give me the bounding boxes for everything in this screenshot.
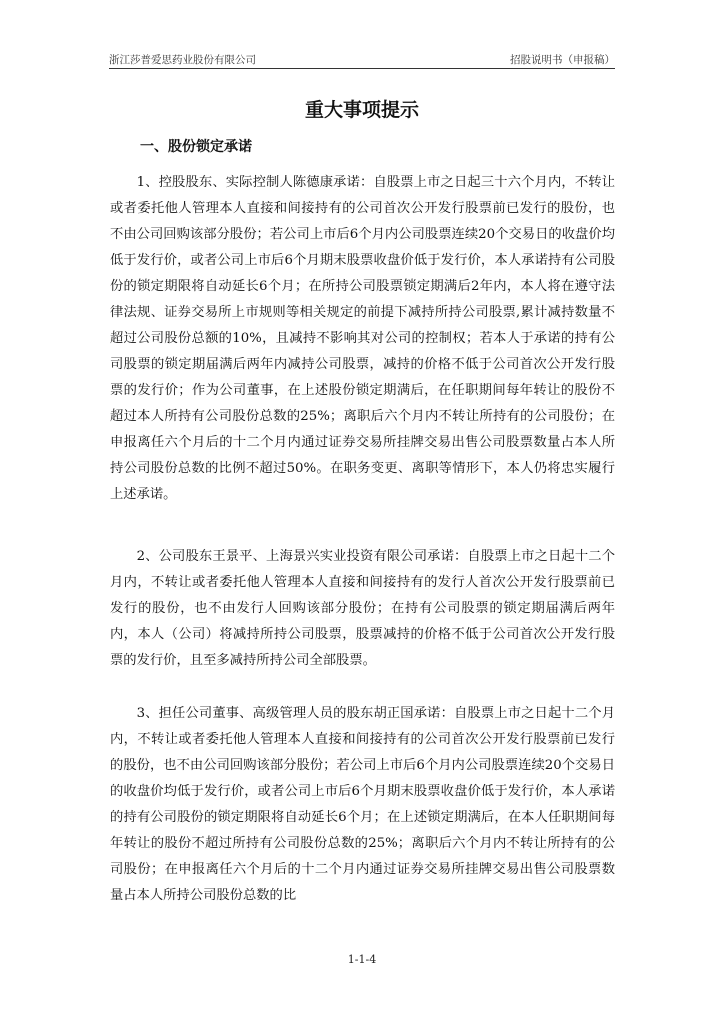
header-document-type: 招股说明书（申报稿） bbox=[510, 54, 615, 66]
page-header bbox=[109, 50, 615, 69]
section-heading: 一、股份锁定承诺 bbox=[140, 139, 252, 155]
paragraph-commitment-3: 3、担任公司董事、高级管理人员的股东胡正国承诺：自股票上市之日起十二个月内，不转让或者委托他人管理本人直接和间接持有的公司首次公开发行股票前已发行的股份，也不由公司回购该部分股份；若公司上市后6个月内公司股票连续20个交易日的收盘价均低于发行价，或者公司上市后6个月期末股票收盘价低于发行价，本人承诺的持有公司股份的锁定期限将自动延长6个月；在上述锁定期满后，在本人任职期间每年转让的股份不超过所持有公司股份总数的25%；离职后六个月内不转让所持有的公司股份；在申报离任六个月后的十二个月内通过证券交易所挂牌交易出售公司股票数量占本人所持公司股份总数的比 bbox=[110, 706, 615, 903]
paragraph-commitment-1: 1、控股股东、实际控制人陈德康承诺：自股票上市之日起三十六个月内，不转让或者委托他人管理本人直接和间接持有的公司首次公开发行股票前已发行的股份，也不由公司回购该部分股份；若公司上市后6个月内公司股票连续20个交易日的收盘价均低于发行价，或者公司上市后6个月期末股票收盘价低于发行价，本人承诺持有公司股份的锁定期限将自动延长6个月；在所持公司股票锁定期满后2年内，本人将在遵守法律法规、证券交易所上市规则等相关规定的前提下减持所持公司股票,累计减持数量不超过公司股份总额的10%，且减持不影响其对公司的控制权；若本人于承诺的持有公司股票的锁定期届满后两年内减持公司股票，减持的价格不低于公司首次公开发行股票的发行价；作为公司董事，在上述股份锁定期满后，在任职期间每年转让的股份不超过本人所持有公司股份总数的25%；离职后六个月内不转让所持有的公司股份；在申报离任六个月后的十二个月内通过证券交易所挂牌交易出售公司股票数量占本人所持公司股份总数的比例不超过50%。在职务变更、离职等情形下，本人仍将忠实履行上述承诺。 bbox=[110, 175, 615, 502]
page-title: 重大事项提示 bbox=[304, 99, 419, 121]
page-number: 1-1-4 bbox=[347, 953, 377, 966]
header-company-name: 浙江莎普爱思药业股份有限公司 bbox=[109, 54, 256, 66]
paragraph-commitment-2: 2、公司股东王景平、上海景兴实业投资有限公司承诺：自股票上市之日起十二个月内，不转让或者委托他人管理本人直接和间接持有的发行人首次公开发行股票前已发行的股份，也不由发行人回购该部分股份；在持有公司股票的锁定期届满后两年内，本人（公司）将减持所持公司股票，股票减持的价格不低于公司首次公开发行股票的发行价，且至多减持所持公司全部股票。 bbox=[110, 549, 615, 668]
